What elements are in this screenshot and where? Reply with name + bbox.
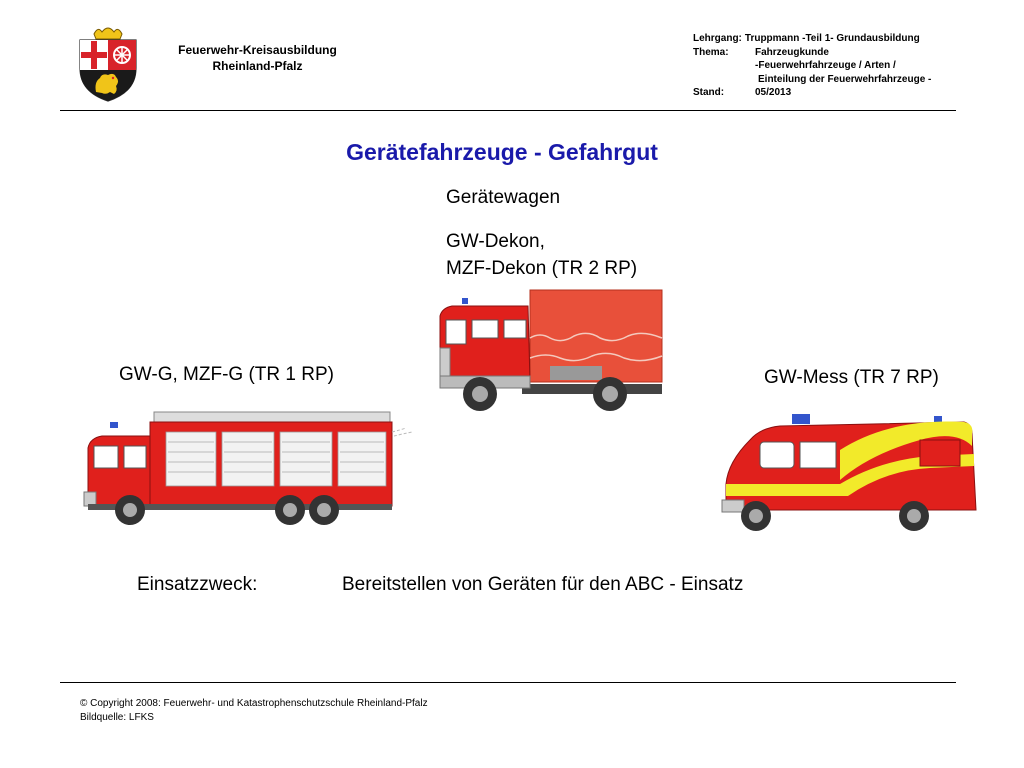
gw-g-label: GW-G, MZF-G (TR 1 RP) [119,364,334,385]
image-source: Bildquelle: LFKS [80,712,154,723]
header-divider [60,110,956,111]
purpose-label: Einsatzzweck: [137,574,258,595]
slide-title: Gerätefahrzeuge - Gefahrgut [346,139,658,165]
gw-dekon-vehicle-image [432,288,668,414]
footer-divider [60,682,956,683]
stand-value: 05/2013 [755,87,792,98]
lehrgang-value: Truppmann -Teil 1- Grundausbildung [744,33,920,44]
course-metadata [693,32,983,100]
gw-dekon-label: GW-Dekon, [446,231,545,252]
org-line-2: Rheinland-Pfalz [212,59,303,73]
thema-line-3: Einteilung der Feuerwehrfahrzeuge - [758,73,932,85]
gw-g-vehicle-image [80,408,420,528]
gw-mess-vehicle-image [720,410,984,536]
category-label: Gerätewagen [446,187,561,208]
footer [80,697,428,725]
organization-name [150,42,365,74]
thema-label: Thema: [693,46,729,58]
purpose-value: Bereitstellen von Geräten für den ABC - Einsatz [342,574,744,595]
gw-mess-label: GW-Mess (TR 7 RP) [764,367,939,388]
org-line-1: Feuerwehr-Kreisausbildung [178,43,337,57]
mzf-dekon-label: MZF-Dekon (TR 2 RP) [446,258,638,279]
thema-value: Fahrzeugkunde [755,46,829,58]
thema-line-2: -Feuerwehrfahrzeuge / Arten / [755,60,896,71]
copyright-text: © Copyright 2008: Feuerwehr- und Katastrophenschutzschule Rheinland-Pfalz [80,698,428,709]
lehrgang-label: Lehrgang: [693,33,742,44]
rheinland-pfalz-coat-of-arms [76,26,140,102]
stand-label: Stand: [693,87,725,98]
